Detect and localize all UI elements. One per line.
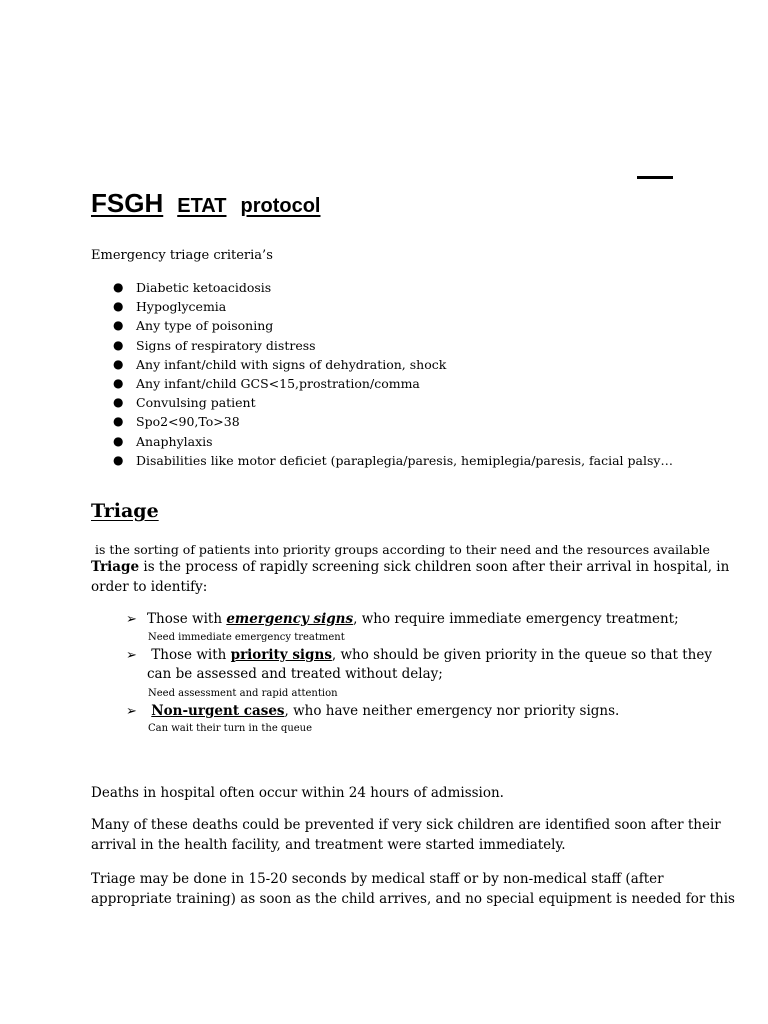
list-item: ● Signs of respiratory distress xyxy=(111,336,673,355)
priority-signs-term: priority signs xyxy=(230,647,332,663)
bullet-icon: ● xyxy=(113,433,124,448)
list-item: ● Any infant/child with signs of dehydration, shock xyxy=(111,355,673,374)
top-right-rule xyxy=(637,176,673,179)
title-protocol: protocol xyxy=(240,195,321,217)
deaths-paragraph: Deaths in hospital often occur within 24 hours of admission. xyxy=(91,785,504,801)
triage-process-line1: is the process of rapidly screening sick children soon after their arrival in hospital, in xyxy=(139,559,730,575)
bullet-icon: ● xyxy=(113,414,124,429)
triage-process-bold: Triage xyxy=(91,559,140,575)
triage-item-priority: ➢ Those with priority signs, who should be given priority in the queue so that they can be assessed and treated without delay; xyxy=(126,647,712,682)
bullet-icon: ● xyxy=(113,337,124,352)
arrow-bullet-icon: ➢ xyxy=(126,648,137,663)
criteria-heading: Emergency triage criteria’s xyxy=(91,248,273,263)
list-item: ● Hypoglycemia xyxy=(111,297,673,316)
triage-process-line2: order to identify: xyxy=(91,579,208,595)
triage-time-paragraph-line1: Triage may be done in 15-20 seconds by medical staff or by non-medical staff (after xyxy=(91,871,664,887)
title-underline-pad xyxy=(320,196,394,216)
triage-item-nonurgent: ➢ Non-urgent cases, who have neither emergency nor priority signs. xyxy=(126,703,620,719)
bullet-icon: ● xyxy=(113,452,124,467)
bullet-icon: ● xyxy=(113,356,124,371)
triage-heading: Triage xyxy=(91,500,159,522)
criteria-list xyxy=(111,278,673,470)
page-title xyxy=(91,190,394,216)
triage-item-emergency: ➢ Those with emergency signs, who require immediate emergency treatment; xyxy=(126,611,679,627)
emergency-note: Need immediate emergency treatment xyxy=(148,632,345,643)
non-urgent-cases-term: Non-urgent cases xyxy=(151,703,285,719)
bullet-icon: ● xyxy=(113,280,124,294)
list-item: ● Any type of poisoning xyxy=(111,316,673,335)
title-fsgh: FSGH xyxy=(91,188,164,218)
prevent-paragraph-line2: arrival in the health facility, and treatment were started immediately. xyxy=(91,837,566,853)
list-item: ● Spo2<90,To>38 xyxy=(111,412,673,431)
bullet-icon: ● xyxy=(113,376,124,391)
triage-item-priority-line2: can be assessed and treated without delay; xyxy=(147,666,443,682)
title-etat: ETAT xyxy=(177,195,227,217)
bullet-icon: ● xyxy=(113,395,124,410)
prevent-paragraph-line1: Many of these deaths could be prevented if very sick children are identified soon after their xyxy=(91,817,721,833)
arrow-bullet-icon: ➢ xyxy=(126,704,137,719)
triage-process xyxy=(91,557,729,577)
bullet-icon: ● xyxy=(113,299,124,314)
list-item: ● Any infant/child GCS<15,prostration/comma xyxy=(111,374,673,393)
triage-definition: is the sorting of patients into priority groups according to their need and the resources available xyxy=(95,542,710,557)
list-item: ● Anaphylaxis xyxy=(111,432,673,451)
triage-time-paragraph-line2: appropriate training) as soon as the child arrives, and no special equipment is needed for this xyxy=(91,891,735,907)
list-item: ● Diabetic ketoacidosis xyxy=(111,278,673,297)
nonurgent-note: Can wait their turn in the queue xyxy=(148,723,313,734)
priority-note: Need assessment and rapid attention xyxy=(148,688,338,699)
list-item: ● Convulsing patient xyxy=(111,393,673,412)
bullet-icon: ● xyxy=(113,318,124,333)
emergency-signs-term: emergency signs xyxy=(226,611,354,627)
arrow-bullet-icon: ➢ xyxy=(126,612,137,627)
list-item: ● Disabilities like motor deficiet (paraplegia/paresis, hemiplegia/paresis, facial palsy… xyxy=(111,451,673,470)
